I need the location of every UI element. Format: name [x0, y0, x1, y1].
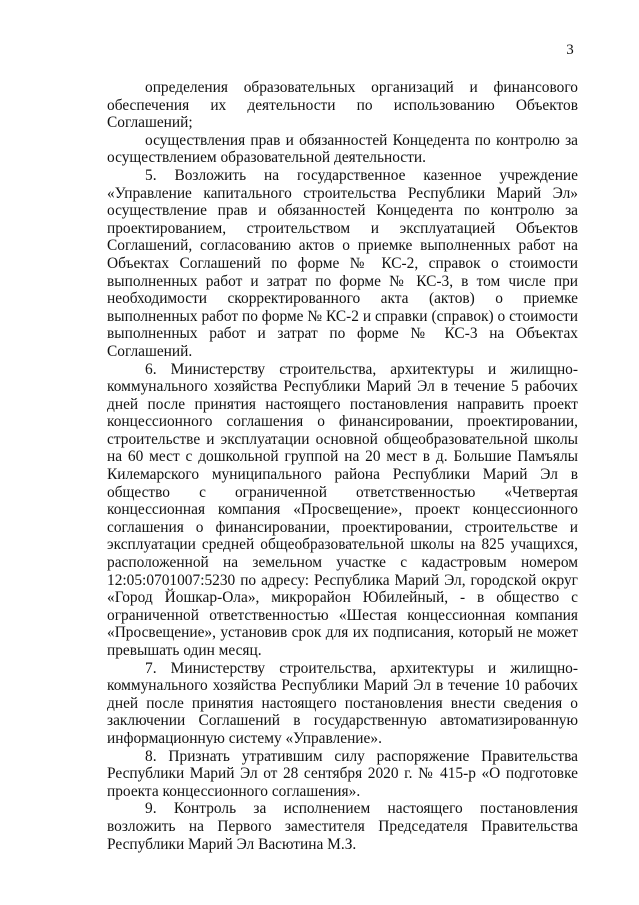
document-body	[107, 79, 578, 853]
paragraph-8: 8. Признать утратившим силу распоряжение Правительства Республики Марий Эл от 28 сентября 2020 г. № 415-р «О подготовке проекта концессионного соглашения».	[107, 747, 578, 800]
paragraph-7: 7. Министерству строительства, архитектуры и жилищно-коммунального хозяйства Республики Марий Эл в течение 10 рабочих дней после принятия настоящего постановления внести сведения о заключении Соглашений в государственную автоматизированную информационную систему «Управление».	[107, 659, 578, 747]
page-number: 3	[566, 42, 574, 58]
paragraph-6: 6. Министерству строительства, архитектуры и жилищно-коммунального хозяйства Республики Марий Эл в течение 5 рабочих дней после принятия настоящего постановления направить проект концессионного соглашения о финансировании, проектировании, строительстве и эксплуатации основной общеобразовательной школы на 60 мест с дошкольной группой на 20 мест в д. Большие Памъялы Килемарского муниципального района Республики Марий Эл в общество с ограниченной ответственностью «Четвертая концессионная компания «Просвещение», проект концессионного соглашения о финансировании, проектировании, строительстве и эксплуатации средней общеобразовательной школы на 825 учащихся, расположенной на земельном участке с кадастровым номером 12:05:0701007:5230 по адресу: Республика Марий Эл, городской округ «Город Йошкар-Ола», микрорайон Юбилейный, - в общество с ограниченной ответственностью «Шестая концессионная компания «Просвещение», установив срок для их подписания, который не может превышать один месяц.	[107, 360, 578, 659]
paragraph-2: осуществления прав и обязанностей Концедента по контролю за осуществлением образовательной деятельности.	[107, 131, 578, 167]
paragraph-1: определения образовательных организаций и финансового обеспечения их деятельности по использованию Объектов Соглашений;	[107, 79, 578, 132]
paragraph-5: 5. Возложить на государственное казенное учреждение «Управление капитального строительства Республики Марий Эл» осуществление прав и обязанностей Концедента по контролю за проектированием, строительством и эксплуатацией Объектов Соглашений, согласованию актов о приемке выполненных работ на Объектах Соглашений по форме № КС-2, справок о стоимости выполненных работ и затрат по форме № КС-3, в том числе при необходимости скорректированного акта (актов) о приемке выполненных работ по форме № КС-2 и справки (справок) о стоимости выполненных работ и затрат по форме № КС-3 на Объектах Соглашений.	[107, 166, 578, 360]
paragraph-9: 9. Контроль за исполнением настоящего постановления возложить на Первого заместителя Председателя Правительства Республики Марий Эл Васютина М.З.	[107, 800, 578, 853]
